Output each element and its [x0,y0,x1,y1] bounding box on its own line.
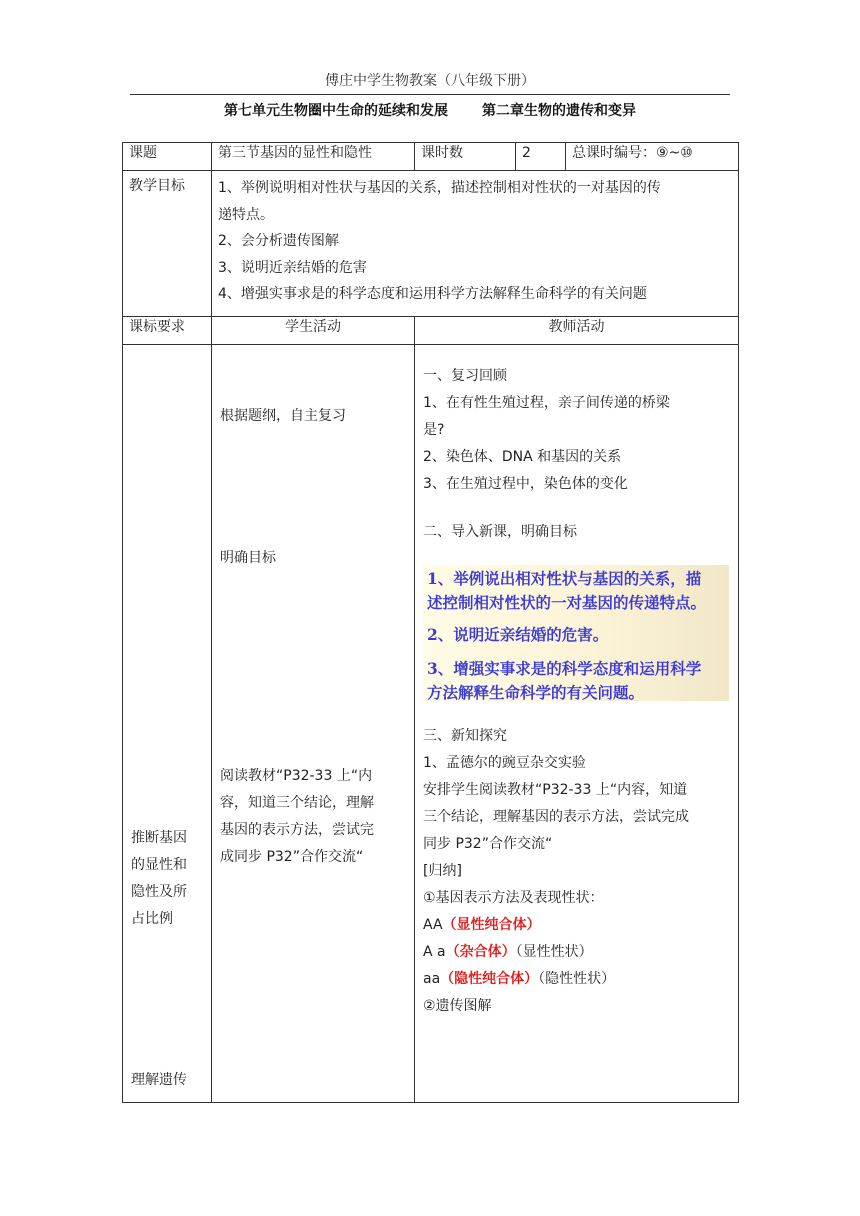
slide-line: 1、举例说出相对性状与基因的关系，描 [427,569,702,588]
genotype-code: A a [423,944,446,960]
topic-label: 课题 [123,143,212,171]
goal-line: 4、增强实事求是的科学态度和运用科学方法解释生命科学的有关问题 [218,286,647,302]
review-title: 一、复习回顾 [423,368,507,384]
genotype-code: AA [423,917,443,933]
student-read-line: 基因的表示方法，尝试完 [220,822,374,838]
header-divider [130,94,730,95]
student-activity-header: 学生活动 [212,317,415,345]
slide-line: 述控制相对性状的一对基因的传递特点。 [427,593,707,612]
review-item: 2、染色体、DNA 和基因的关系 [423,449,622,465]
explore-item: [归纳] [423,863,462,879]
chapter-line [0,100,860,120]
standard-text: 占比例 [131,911,173,927]
goal-line: 递特点。 [218,206,274,223]
standard-cell [123,345,212,1103]
genotype-aa-hetero [423,939,593,966]
explore-item: 1、孟德尔的豌豆杂交实验 [423,755,586,771]
standard-text: 推断基因 [131,830,187,846]
student-read-line: 阅读教材“P32-33 上“内 [220,768,373,784]
genotype-trait: （显性性状） [515,944,593,960]
goals-label: 教学目标 [123,171,212,317]
genotype-note: （显性纯合体） [442,917,541,933]
genotype-note: （隐性纯合体） [440,971,539,987]
explore-item: ①基因表示方法及表现性状： [423,890,604,906]
goals-row [123,171,739,317]
teacher-activity-header: 教师活动 [415,317,739,345]
review-item: 3、在生殖过程中，染色体的变化 [423,476,628,492]
hours-label: 课时数 [415,143,516,171]
student-cell [212,345,415,1103]
review-item: 1、在有性生殖过程，亲子间传递的桥梁 [423,395,670,411]
intro-title: 二、导入新课，明确目标 [423,524,577,540]
page-header-title: 傅庄中学生物教案（八年级下册） [325,73,535,89]
explore-item: 三个结论，理解基因的表示方法，尝试完成 [423,809,689,825]
genotype-trait: （隐性性状） [538,971,616,987]
goals-slide-image [423,565,729,701]
topic-row [123,143,739,171]
teacher-cell [415,345,739,1103]
explore-item: 安排学生阅读教材“P32-33 上“内容，知道 [423,782,688,798]
student-review: 根据题纲，自主复习 [220,408,346,424]
slide-line: 方法解释生命科学的有关问题。 [427,683,645,702]
explore-title: 三、新知探究 [423,728,507,744]
review-item: 是? [423,422,445,438]
goal-line: 2、会分析遗传图解 [218,233,339,249]
lesson-plan-table [122,142,739,1103]
total-hours-label: 总课时编号：⑨~⑩ [566,143,739,171]
standard-header: 课标要求 [123,317,212,345]
genotype-aa-dominant [423,912,541,939]
genotype-aa-recessive [423,966,615,993]
chapter-title: 第二章生物的遗传和变异 [482,103,636,119]
activity-row [123,345,739,1103]
topic-value: 第三节基因的显性和隐性 [212,143,415,171]
goals-content [212,171,739,317]
slide-line: 3、增强实事求是的科学态度和运用科学 [427,659,702,678]
student-goal: 明确目标 [220,550,276,566]
unit-title: 第七单元生物圈中生命的延续和发展 [224,103,448,119]
genotype-code: aa [423,971,441,987]
genotype-note: （杂合体） [445,944,516,960]
goal-line: 3、说明近亲结婚的危害 [218,259,367,276]
student-read-line: 成同步 P32”合作交流“ [220,849,364,865]
standard-text: 隐性及所 [131,884,187,900]
slide-line: 2、说明近亲结婚的危害。 [427,625,609,644]
standard-text: 理解遗传 [131,1072,187,1088]
explore-item: 同步 P32”合作交流“ [423,836,553,852]
column-header-row [123,317,739,345]
standard-text: 的显性和 [131,857,187,873]
goal-line: 1、举例说明相对性状与基因的关系，描述控制相对性状的一对基因的传 [218,180,661,196]
diagram-title: ②遗传图解 [423,998,492,1014]
hours-value: 2 [516,143,566,171]
student-read-line: 容，知道三个结论，理解 [220,795,374,811]
